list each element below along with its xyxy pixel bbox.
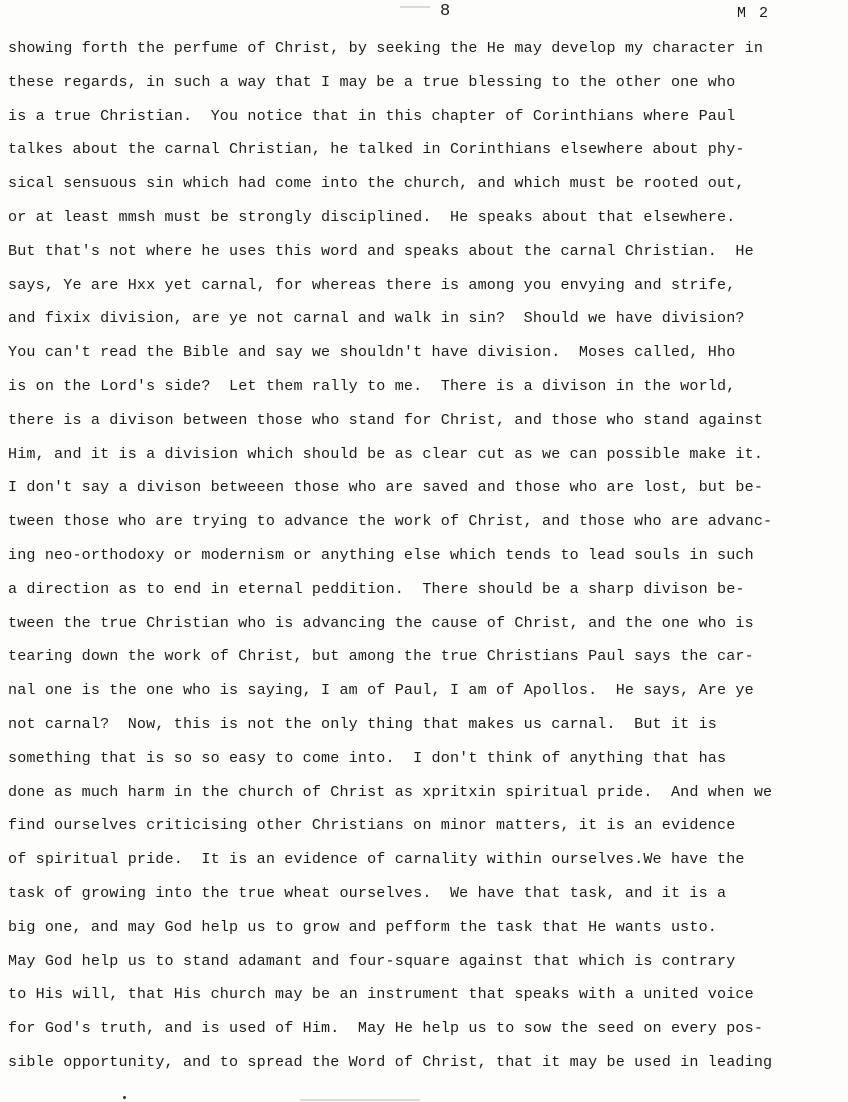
text-line: there is a divison between those who stand for Christ, and those who stand against xyxy=(8,410,764,429)
text-line: tween those who are trying to advance the work of Christ, and those who are advanc- xyxy=(8,512,773,531)
text-line: talkes about the carnal Christian, he talked in Corinthians elsewhere about phy- xyxy=(8,140,745,159)
text-line: But that's not where he uses this word and speaks about the carnal Christian. He xyxy=(8,241,754,260)
text-line: or at least mmsh must be strongly disciplined. He speaks about that elsewhere. xyxy=(8,207,736,226)
text-line: is on the Lord's side? Let them rally to me. There is a divison in the world, xyxy=(8,376,736,395)
scan-smudge-top xyxy=(400,6,430,8)
text-line: task of growing into the true wheat ourselves. We have that task, and it is a xyxy=(8,883,727,902)
text-line: tween the true Christian who is advancing the cause of Christ, and the one who is xyxy=(8,613,754,632)
text-line: sical sensuous sin which had come into the church, and which must be rooted out, xyxy=(8,174,745,193)
page-number: 8 xyxy=(440,2,451,21)
text-line: Him, and it is a division which should be as clear cut as we can possible make it. xyxy=(8,444,764,463)
text-line: big one, and may God help us to grow and pefform the task that He wants usto. xyxy=(8,917,717,936)
text-line: something that is so so easy to come into. I don't think of anything that has xyxy=(8,748,727,767)
text-line: these regards, in such a way that I may be a true blessing to the other one who xyxy=(8,72,736,91)
text-line: not carnal? Now, this is not the only thing that makes us carnal. But it is xyxy=(8,714,717,733)
text-line: showing forth the perfume of Christ, by seeking the He may develop my character in xyxy=(8,39,764,57)
text-line: You can't read the Bible and say we shouldn't have division. Moses called, Hho xyxy=(8,343,736,362)
text-line: for God's truth, and is used of Him. May He help us to sow the seed on every pos- xyxy=(8,1019,764,1038)
scan-speck xyxy=(123,1096,126,1099)
text-line: of spiritual pride. It is an evidence of carnality within ourselves.We have the xyxy=(8,850,745,869)
text-line: to His will, that His church may be an instrument that speaks with a united voice xyxy=(8,985,754,1004)
body-text xyxy=(8,36,846,1084)
text-line: says, Ye are Hxx yet carnal, for whereas there is among you envying and strife, xyxy=(8,275,736,294)
text-line: a direction as to end in eternal peddition. There should be a sharp divison be- xyxy=(8,579,745,598)
text-line: nal one is the one who is saying, I am of Paul, I am of Apollos. He says, Are ye xyxy=(8,681,754,700)
text-line: find ourselves criticising other Christians on minor matters, it is an evidence xyxy=(8,816,736,835)
text-line: is a true Christian. You notice that in this chapter of Corinthians where Paul xyxy=(8,106,736,125)
text-line: I don't say a divison betweeen those who are saved and those who are lost, but be- xyxy=(8,478,764,497)
page-code: M 2 xyxy=(737,5,771,22)
text-line: ing neo-orthodoxy or modernism or anything else which tends to lead souls in such xyxy=(8,545,754,564)
text-line: and fixix division, are ye not carnal and walk in sin? Should we have division? xyxy=(8,309,745,328)
text-line: sible opportunity, and to spread the Word of Christ, that it may be used in leading xyxy=(8,1052,773,1071)
text-line: done as much harm in the church of Christ as xpritxin spiritual pride. And when we xyxy=(8,782,773,801)
scan-smudge-bottom xyxy=(300,1099,420,1101)
text-line: May God help us to stand adamant and four-square against that which is contrary xyxy=(8,951,736,970)
text-line: tearing down the work of Christ, but among the true Christians Paul says the car- xyxy=(8,647,754,666)
